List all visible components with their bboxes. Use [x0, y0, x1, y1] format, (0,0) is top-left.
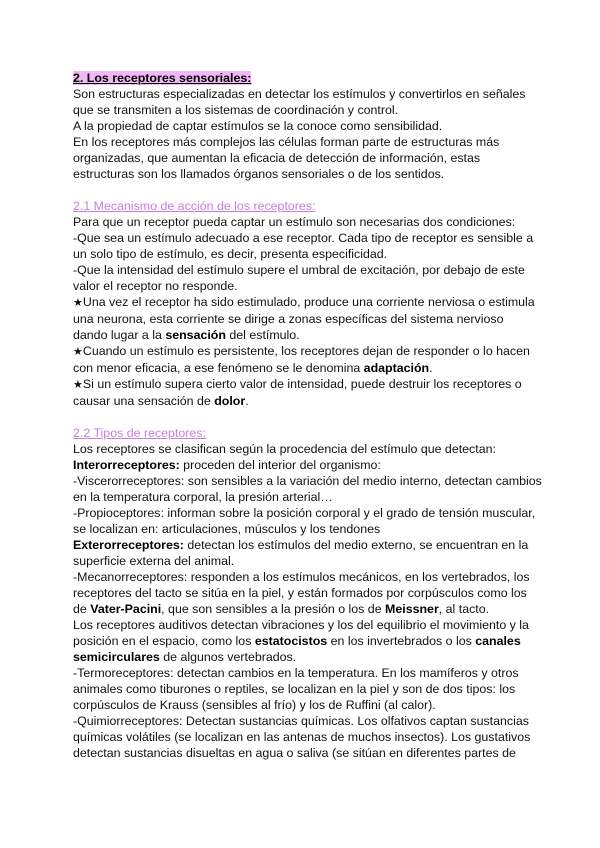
paragraph-line: valor el receptor no responde. [73, 279, 238, 293]
paragraph-line: Para que un receptor pueda captar un estímulo son necesarias dos condiciones: [73, 215, 516, 229]
paragraph-line: que se transmiten a los sistemas de coordinación y control. [73, 103, 399, 117]
paragraph-line: un solo tipo de estímulo, es decir, presenta especificidad. [73, 247, 388, 261]
paragraph-line: una neurona, esta corriente se dirige a zonas específicas del sistema nervioso [73, 312, 504, 326]
term-interorreceptores: Interorreceptores: [73, 458, 180, 472]
section-title: 2. Los receptores sensoriales: [73, 71, 252, 85]
term-meissner: Meissner [385, 602, 439, 616]
paragraph-line: organizadas, que aumentan la eficacia de detección de información, estas [73, 151, 481, 165]
star-icon: ★ [73, 378, 83, 391]
paragraph-line: -Propioceptores: informan sobre la posición corporal y el grado de tensión muscular, [73, 506, 536, 520]
paragraph-line: -Mecanorreceptores: responden a los estímulos mecánicos, en los vertebrados, los [73, 570, 530, 584]
star-icon: ★ [73, 345, 83, 358]
term-canales: canales [475, 634, 521, 648]
paragraph-line: -Termoreceptores: detectan cambios en la temperatura. En los mamíferos y otros [73, 666, 519, 680]
paragraph-line: ★Cuando un estímulo es persistente, los receptores dejan de responder o lo hacen [73, 344, 530, 358]
paragraph-line: corpúsculos de Krauss (sensibles al frío) y los de Ruffini (al calor). [73, 698, 436, 712]
term-semicirculares: semicirculares [73, 650, 160, 664]
term-dolor: dolor [214, 394, 246, 408]
paragraph-line: -Viscerorreceptores: son sensibles a la variación del medio interno, detectan cambios [73, 474, 542, 488]
paragraph-line: animales como tiburones o reptiles, se localizan en la piel y son de dos tipos: los [73, 682, 516, 696]
term-estatocistos: estatocistos [254, 634, 328, 648]
paragraph-line: detectan sustancias disueltas en agua o saliva (se sitúan en diferentes partes de [73, 746, 516, 760]
paragraph-line: Interorreceptores: proceden del interior del organismo: [73, 458, 381, 472]
paragraph-line: posición en el espacio, como los estatocistos en los invertebrados o los canales [73, 634, 521, 648]
paragraph-line: de Vater-Pacini, que son sensibles a la presión o los de Meissner, al tacto. [73, 602, 490, 616]
paragraph-line: ★Si un estímulo supera cierto valor de intensidad, puede destruir los receptores o [73, 377, 522, 391]
document-body [73, 70, 542, 761]
term-adaptacion: adaptación [363, 361, 430, 375]
subsection-heading: 2.2 Tipos de receptores: [73, 426, 206, 440]
subsection-heading-tipos [73, 425, 523, 441]
paragraph-line: causar una sensación de dolor. [73, 394, 249, 408]
paragraph-line: Los receptores auditivos detectan vibraciones y los del equilibrio el movimiento y la [73, 618, 529, 632]
subsection-heading: 2.1 Mecanismo de acción de los receptores: [73, 199, 316, 213]
term-vater-pacini: Vater-Pacini [90, 602, 162, 616]
paragraph-line: Los receptores se clasifican según la procedencia del estímulo que detectan: [73, 442, 496, 456]
paragraph-line: En los receptores más complejos las células forman parte de estructuras más [73, 135, 500, 149]
paragraph-line: dando lugar a la sensación del estímulo. [73, 328, 300, 342]
paragraph-line: en la temperatura corporal, la presión arterial… [73, 490, 333, 504]
section-title-line [73, 70, 523, 86]
subsection-heading-mecanismo [73, 198, 523, 214]
paragraph-line: -Que sea un estímulo adecuado a ese receptor. Cada tipo de receptor es sensible a [73, 231, 534, 245]
paragraph-line: Exterorreceptores: detectan los estímulos del medio externo, se encuentran en la [73, 538, 529, 552]
paragraph-line: A la propiedad de captar estímulos se la conoce como sensibilidad. [73, 119, 443, 133]
paragraph-line: se localizan en: articulaciones, músculos y los tendones [73, 522, 381, 536]
star-icon: ★ [73, 296, 83, 309]
term-exterorreceptores: Exterorreceptores: [73, 538, 184, 552]
paragraph-line: -Quimiorreceptores: Detectan sustancias químicas. Los olfativos captan sustancias [73, 714, 529, 728]
paragraph-line: -Que la intensidad del estímulo supere el umbral de excitación, por debajo de este [73, 263, 525, 277]
term-sensacion: sensación [165, 328, 226, 342]
paragraph-line: con menor eficacia, a ese fenómeno se le denomina adaptación. [73, 361, 433, 375]
paragraph-line: receptores del tacto se sitúa en la piel, y están formados por corpúsculos como los [73, 586, 527, 600]
paragraph-line: superficie externa del animal. [73, 554, 235, 568]
paragraph-line: estructuras son los llamados órganos sensoriales o de los sentidos. [73, 167, 445, 181]
paragraph-line: químicas volátiles (se localizan en las antenas de muchos insectos). Los gustativos [73, 730, 531, 744]
paragraph-line: Son estructuras especializadas en detectar los estímulos y convertirlos en señales [73, 87, 526, 101]
paragraph-line: ★Una vez el receptor ha sido estimulado, produce una corriente nerviosa o estimula [73, 295, 535, 309]
paragraph-line: semicirculares de algunos vertebrados. [73, 650, 297, 664]
